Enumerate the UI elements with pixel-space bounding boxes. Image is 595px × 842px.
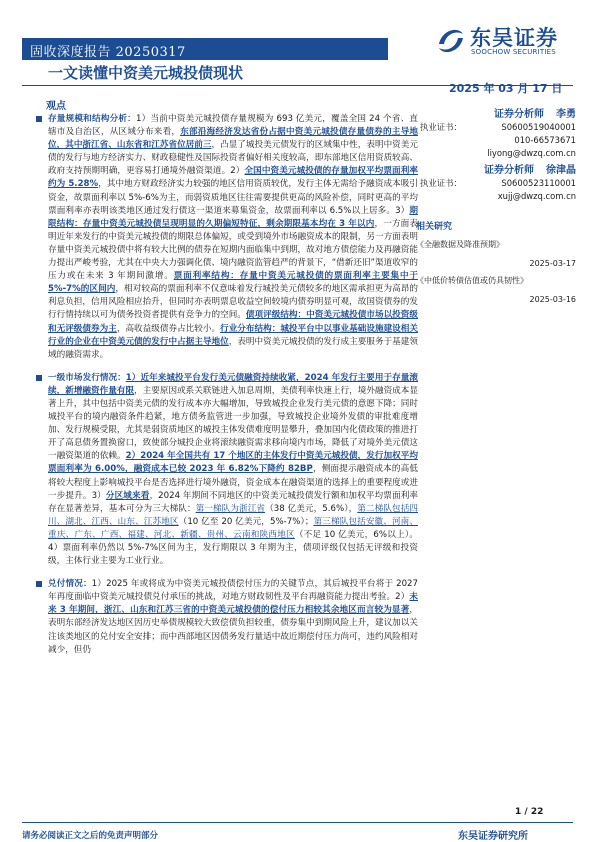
- page-number: 1 / 22: [515, 807, 544, 817]
- analyst-role: 证券分析师: [484, 165, 534, 176]
- related-item-title[interactable]: 《全融数据及降准预期》: [416, 240, 504, 249]
- section-heading: 观点: [46, 101, 66, 112]
- emphasis-run: 第一梯队为浙江省: [195, 503, 266, 514]
- logo-mark-icon: [436, 24, 466, 58]
- paragraph-lead: 存量规模和结构分析：: [48, 114, 136, 124]
- related-research-heading: 相关研究: [416, 222, 453, 232]
- report-type: 固收深度报告 20250317: [30, 45, 186, 60]
- disclaimer-text: 请务必阅读正文之后的免责声明部分: [22, 831, 159, 841]
- emphasis-run: 期限结构：存量中资美元城投债呈现明显的久期偏短特征，剩余期限基本均在 3 年以内: [48, 205, 418, 229]
- analyst-phone: 010-66573671: [514, 135, 576, 145]
- cert-number: S0600523110001: [501, 178, 576, 188]
- text-run: ，凸显了城投美元债发行的区域集中性，表明中资美元债的发行与地方经济实力、财政稳健性及国际投资者偏好相关度较高，即东部地区信用资质较高、政府支持预期明确，更容易打通境外融资渠道。2）: [48, 140, 418, 177]
- analyst-email[interactable]: liyong@dwzq.com.cn: [487, 148, 576, 158]
- analyst-email[interactable]: xujj@dwzq.com.cn: [497, 191, 576, 201]
- text-run: （不足 10 亿美元，6%以上）。4）票面利率仍然以 5%-7%区间为主，发行期限以 3 年期为主，债项评级仅包括无评级和投资级，主体行业主要为工业行业。: [48, 529, 418, 567]
- emphasis-run: 分区域来看: [105, 490, 150, 501]
- text-run: 1）当前中资美元城投债存量规模为 693 亿美元，覆盖全国 24 个省、直辖市及自治区，从区域分布来看，: [48, 114, 418, 138]
- text-run: 1）2025 年或将成为中资美元城投债偿付压力的关键节点，其后城投平台将于 2027 年再度面临中资美元城投债兑付承压的挑战，对地方财政韧性及平台再融资能力提出考验。2）: [48, 579, 418, 603]
- footer-brand: 东吴证券研究所: [458, 831, 528, 842]
- emphasis-run: 1）近年来城投平台发行美元债融资持续收紧，2024 年发行主要用于存量滚续，新增融资作量有限: [48, 372, 418, 396]
- company-logo: [436, 22, 576, 62]
- text-run: ，2024 年期间不同地区的中资美元城投债发行额和加权平均票面利率存在显著差异，基本可分为三大梯队：: [48, 490, 419, 514]
- text-run: ，相对较高的票面利率不仅意味着发行城投美元债较多的地区需承担更为高昂的利息负担，信用风险相应抬升，但同时亦表明票息收益空间较境内债券明显可观，故国资债券的发行行情持续以可为债务投资者提供有竞争力的空间。: [48, 284, 418, 321]
- text-run: ，表明东部经济发达地区因历史举债规模较大致偿债负担较重，债券集中到期风险上升，建议加以关注该类地区的兑付安全安排；而中西部地区因债务发行量适中故近期偿付压力尚可，违约风险相对减少，但仍: [48, 605, 418, 655]
- paragraph-stock-analysis: [36, 113, 418, 362]
- text-run: ，其中地方财政经济实力较强的地区信用资质较优，发行主体无需给予融资成本吸引资金，故票面利率以 5%-6%为主，而弱资质地区往往需要提供更高的风险补偿，同时更高的平均票面利率亦表明该类地区通过发行债这一渠道来募集资金，故票面利率以 6.5%以上居多。3）: [48, 179, 418, 216]
- report-date: 2025 年 03 月 17 日: [449, 82, 563, 95]
- logo-name: 东吴证券: [470, 26, 558, 50]
- emphasis-run: 2）2024 年全国共有 17 个地区的主体发行中资美元城投债，发行加权平均票面利率为 6.00%，融资成本已较 2023 年 6.82%下降约 82BP: [48, 451, 418, 475]
- main-column: [36, 113, 418, 667]
- analyst-role: 证券分析师: [494, 109, 544, 120]
- text-run: ，侧面提示融资成本的高低将较大程度上影响城投平台是否选择进行境外融资，资金成本在融资渠道的选择上的重要程度或进一步提升。3）: [48, 464, 418, 501]
- analyst-card: [416, 108, 576, 160]
- related-item-title[interactable]: 《中低价转债估值或仍具韧性》: [416, 276, 528, 285]
- paragraph-redemption: [36, 578, 418, 657]
- bullet-square-icon: [36, 116, 42, 122]
- bullet-square-icon: [36, 581, 42, 587]
- emphasis-run: 东部沿海经济发达省份占据中资美元城投债存量债券的主导地位，其中浙江省、山东省和江苏省位居前三: [48, 127, 418, 151]
- cert-label: 执业证书：: [420, 178, 462, 188]
- footer-divider: [22, 822, 573, 823]
- analyst-cert-line: [416, 177, 576, 190]
- emphasis-run: 未来 3 年期间，浙江、山东和江苏三省的中资美元城投债的偿付压力相较其余地区而言较为显著: [48, 592, 418, 616]
- emphasis-run: 全国中资美元城投债的存量加权平均票面利率约为 5.28%: [48, 166, 418, 190]
- emphasis-run: 行业分布结构：城投平台中以事业基础设施建设相关行业的企业在中资美元债的发行中占据主导地位: [48, 323, 418, 347]
- text-run: ，主要原因或系关联链进入加息周期，美债利率快速上行，境外融资成本显著上升，其中包括中资美元债的发行成本亦大幅增加，导致城投企业发行美元债的意愿下降；同时城投平台的境内融资条件趋紧，地方债务监管进一步加强，导致城投企业境外发债的审批难度增加、发行规模受限，尤其是弱资质地区的城投主体发债难度明显攀升，叠加国内化债政策的推进打开了高息债务置换窗口，致使部分城投企业将滚续融资需求移向境内市场，降低了对境外美元债这一融资渠道的依赖。: [48, 385, 418, 462]
- paragraph-lead: 兑付情况：: [48, 579, 92, 590]
- bullet-square-icon: [36, 375, 42, 381]
- text-run: （38 亿美元，5.6%），: [265, 503, 358, 514]
- related-item-date: 2025-03-17: [529, 259, 576, 268]
- text-run: ，高收益级债券占比较小。: [116, 323, 221, 334]
- emphasis-run: 第二梯队包括四川、湖北、江西、山东、江苏地区: [48, 503, 418, 527]
- paragraph-primary-market: [36, 372, 418, 568]
- text-run: （10 亿至 20 亿美元，5%-7%）；: [178, 516, 314, 527]
- emphasis-run: 第三梯队包括安徽、河南、重庆、广东、广西、福建、河北、新疆、贵州、云南和陕西地区: [48, 516, 418, 540]
- analyst-card: [416, 164, 576, 203]
- report-type-banner: [22, 38, 388, 60]
- text-run: ，表明中资美元城投债的发行成主要服务于基建领域的融资需求。: [48, 336, 418, 360]
- cert-label: 执业证书：: [420, 122, 462, 132]
- emphasis-run: 债项评级结构：中资美元城投债市场以投资级和无评级债券为主: [48, 310, 418, 334]
- paragraph-lead: 一级市场发行情况：: [48, 372, 126, 383]
- sidebar-analysts: [416, 104, 576, 306]
- analyst-name: 徐津晶: [546, 165, 576, 176]
- related-item-date: 2025-03-16: [529, 295, 576, 304]
- text-run: ，一方面表明近年来发行的中资美元城投债的期限总体偏短，或受到境外市场融资成本的限制，另一方面表明存量中资美元城投债中将有较大比例的债券在短期内面临集中到期，故对地方债偿能力及再融资能力提出严峻考验，尤其在中央大力强调化债、境内融资监管趋严的背景下，“借新还旧”渠道收窄的压力或在未来 3 年期间激增。: [48, 218, 418, 282]
- logo-english: SOOCHOW SECURITIES: [471, 48, 556, 56]
- analyst-role-line: [416, 108, 576, 121]
- analyst-role-line: [416, 164, 576, 177]
- page-title: 一文读懂中资美元城投债现状: [48, 64, 244, 82]
- analyst-name: 李勇: [556, 109, 576, 120]
- emphasis-run: 票面利率结构：存量中资美元城投债的票面利率主要集中于 5%-7%的区间内: [48, 271, 418, 295]
- analyst-cert-line: [416, 121, 576, 134]
- cert-number: S0600519040001: [501, 122, 576, 132]
